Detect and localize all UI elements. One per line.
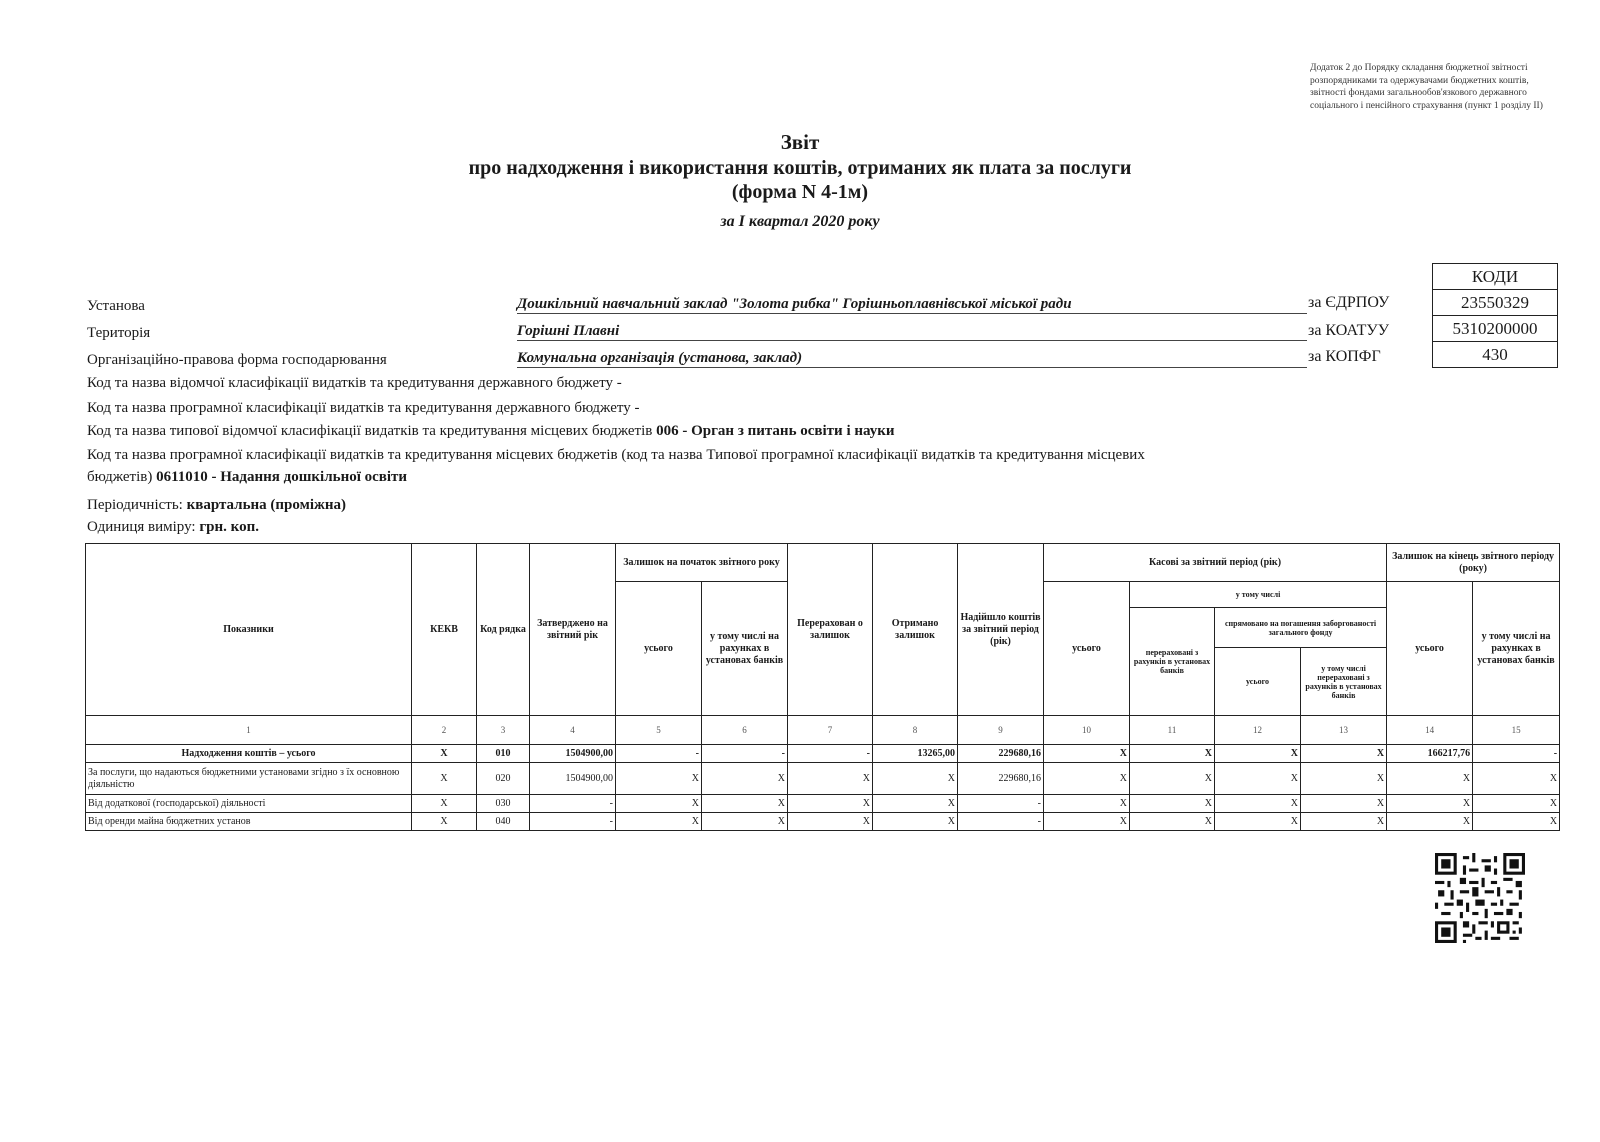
cell: - — [530, 813, 616, 831]
header-approved: Затверджено на звітний рік — [530, 544, 616, 716]
report-period: за I квартал 2020 року — [720, 213, 880, 230]
cell: - — [788, 745, 873, 763]
kopfg-label: за КОПФГ — [1308, 348, 1381, 365]
cell: X — [873, 763, 958, 795]
cell: X — [702, 795, 788, 813]
unit-label: Одиниця виміру: — [87, 519, 196, 535]
cell: 229680,16 — [958, 763, 1044, 795]
cell: X — [616, 795, 702, 813]
cell: X — [1130, 813, 1215, 831]
cell: X — [1044, 813, 1130, 831]
col-num: 4 — [530, 716, 616, 745]
edrpou-code: 23550329 — [1433, 290, 1558, 316]
header-incl-banks-start: у тому числі на рахунках в установах банків — [702, 582, 788, 716]
col-num: 1 — [86, 716, 412, 745]
header-kekv: КЕКВ — [412, 544, 477, 716]
report-title: Звіт — [780, 130, 820, 154]
cell: 166217,76 — [1387, 745, 1473, 763]
cell: X — [1215, 795, 1301, 813]
cell: X — [616, 813, 702, 831]
legal-form-label: Організаційно-правова форма господарювання — [87, 352, 387, 368]
cell: X — [412, 813, 477, 831]
col-num: 2 — [412, 716, 477, 745]
cell: X — [1301, 813, 1387, 831]
row-indicator: Від оренди майна бюджетних установ — [86, 813, 412, 831]
legal-form-value: Комунальна організація (установа, заклад) — [517, 350, 1307, 368]
territory-label: Територія — [87, 325, 151, 341]
col-num: 5 — [616, 716, 702, 745]
cell: X — [788, 813, 873, 831]
cell: 229680,16 — [958, 745, 1044, 763]
header-debt-repay: спрямовано на погашення заборгованості загального фонду — [1215, 608, 1387, 648]
cell: X — [1215, 763, 1301, 795]
col-num: 9 — [958, 716, 1044, 745]
koatuu-code: 5310200000 — [1433, 316, 1558, 342]
cell: - — [702, 745, 788, 763]
local-program-class-line: Код та назва програмної класифікації видатків та кредитування місцевих бюджетів (код та назва Типової програмної класифікації видатків та кредитування місцевих — [87, 447, 1145, 463]
cell: 040 — [477, 813, 530, 831]
codes-header: КОДИ — [1433, 264, 1558, 290]
col-num: 7 — [788, 716, 873, 745]
cell: X — [1473, 763, 1560, 795]
cell: X — [1044, 763, 1130, 795]
unit-line — [87, 519, 259, 536]
header-total-start: усього — [616, 582, 702, 716]
table-row — [86, 813, 1560, 831]
header-cash-total: усього — [1044, 582, 1130, 716]
cell: X — [1301, 763, 1387, 795]
local-dept-class-text: Код та назва типової відомчої класифікації видатків та кредитування місцевих бюджетів — [87, 423, 653, 439]
cell: 1504900,00 — [530, 745, 616, 763]
cell: - — [530, 795, 616, 813]
row-indicator: За послуги, що надаються бюджетними установами згідно з їх основною діяльністю — [86, 763, 412, 795]
col-num: 3 — [477, 716, 530, 745]
cell: X — [1473, 795, 1560, 813]
table-row — [86, 763, 1560, 795]
cell: X — [412, 763, 477, 795]
header-total-end: усього — [1387, 582, 1473, 716]
cell: X — [873, 813, 958, 831]
appendix-note: Додаток 2 до Порядку складання бюджетної звітності розпорядниками та одержувачами бюджетних коштів, звітності фондами загальнообов'язкового державного соціального і пенсійного страхування (пункт 1 розділу II) — [1310, 63, 1543, 111]
cell: X — [1387, 795, 1473, 813]
cell: X — [788, 795, 873, 813]
local-program-class-line2 — [87, 469, 407, 486]
codes-table — [1432, 263, 1558, 368]
col-num: 8 — [873, 716, 958, 745]
cell: X — [1044, 745, 1130, 763]
header-including: у тому числі — [1130, 582, 1387, 608]
report-table — [85, 543, 1560, 831]
cell: - — [616, 745, 702, 763]
territory-value: Горішні Плавні — [517, 323, 1307, 341]
cell: X — [412, 795, 477, 813]
edrpou-label: за ЄДРПОУ — [1308, 294, 1390, 311]
cell: - — [958, 813, 1044, 831]
cell: X — [1215, 813, 1301, 831]
local-program-class-text: бюджетів) — [87, 469, 153, 485]
periodicity-line — [87, 497, 346, 514]
cell: X — [1301, 745, 1387, 763]
local-program-class-value: 0611010 - Надання дошкільної освіти — [156, 469, 408, 485]
cell: X — [1130, 745, 1215, 763]
local-dept-class-value: 006 - Орган з питань освіти і науки — [656, 423, 895, 439]
header-balance-end: Залишок на кінець звітного періоду (року) — [1387, 544, 1560, 582]
column-number-row — [86, 716, 1560, 745]
koatuu-label: за КОАТУУ — [1308, 322, 1390, 339]
cell: X — [616, 763, 702, 795]
header-received: Отримано залишок — [873, 544, 958, 716]
cell: X — [1473, 813, 1560, 831]
qr-code-icon — [1435, 853, 1525, 943]
cell: X — [1301, 795, 1387, 813]
cell: X — [1130, 763, 1215, 795]
cell: 13265,00 — [873, 745, 958, 763]
header-row-code: Код рядка — [477, 544, 530, 716]
header-cash: Касові за звітний період (рік) — [1044, 544, 1387, 582]
cell: X — [873, 795, 958, 813]
institution-label: Установа — [87, 298, 145, 314]
cell: - — [1473, 745, 1560, 763]
header-balance-start: Залишок на початок звітного року — [616, 544, 788, 582]
cell: X — [412, 745, 477, 763]
cell: 030 — [477, 795, 530, 813]
unit-value: грн. коп. — [199, 519, 259, 535]
state-dept-class-line: Код та назва відомчої класифікації видатків та кредитування державного бюджету - — [87, 375, 622, 391]
cell: X — [1044, 795, 1130, 813]
periodicity-label: Періодичність: — [87, 497, 183, 513]
cell: 010 — [477, 745, 530, 763]
header-transferred: Перерахован о залишок — [788, 544, 873, 716]
local-dept-class-line — [87, 423, 895, 440]
cell: X — [1130, 795, 1215, 813]
cell: X — [1387, 813, 1473, 831]
col-num: 6 — [702, 716, 788, 745]
header-incl-banks-end: у тому числі на рахунках в установах банків — [1473, 582, 1560, 716]
row-indicator: Від додаткової (господарської) діяльності — [86, 795, 412, 813]
header-debt-total: усього — [1215, 648, 1301, 716]
table-row — [86, 795, 1560, 813]
col-num: 11 — [1130, 716, 1215, 745]
periodicity-value: квартальна (проміжна) — [186, 497, 347, 513]
col-num: 14 — [1387, 716, 1473, 745]
cell: X — [1387, 763, 1473, 795]
kopfg-code: 430 — [1433, 342, 1558, 368]
report-subtitle: про надходження і використання коштів, отриманих як плата за послуги — [468, 157, 1132, 179]
header-transferred-bank: перераховані з рахунків в установах банків — [1130, 608, 1215, 716]
cell: - — [958, 795, 1044, 813]
col-num: 13 — [1301, 716, 1387, 745]
cell: X — [702, 813, 788, 831]
header-incl-transferred-bank: у тому числі перераховані з рахунків в установах банків — [1301, 648, 1387, 716]
col-num: 15 — [1473, 716, 1560, 745]
cell: 020 — [477, 763, 530, 795]
institution-value: Дошкільний навчальний заклад "Золота рибка" Горішньоплавнівської міської ради — [517, 296, 1307, 314]
cell: X — [702, 763, 788, 795]
cell: X — [788, 763, 873, 795]
col-num: 12 — [1215, 716, 1301, 745]
cell: 1504900,00 — [530, 763, 616, 795]
form-number: (форма N 4-1м) — [731, 181, 869, 203]
state-program-class-line: Код та назва програмної класифікації видатків та кредитування державного бюджету - — [87, 400, 640, 416]
table-row — [86, 745, 1560, 763]
header-arrived: Надійшло коштів за звітний період (рік) — [958, 544, 1044, 716]
header-indicators: Показники — [86, 544, 412, 716]
col-num: 10 — [1044, 716, 1130, 745]
cell: X — [1215, 745, 1301, 763]
row-indicator: Надходження коштів – усього — [86, 745, 412, 763]
